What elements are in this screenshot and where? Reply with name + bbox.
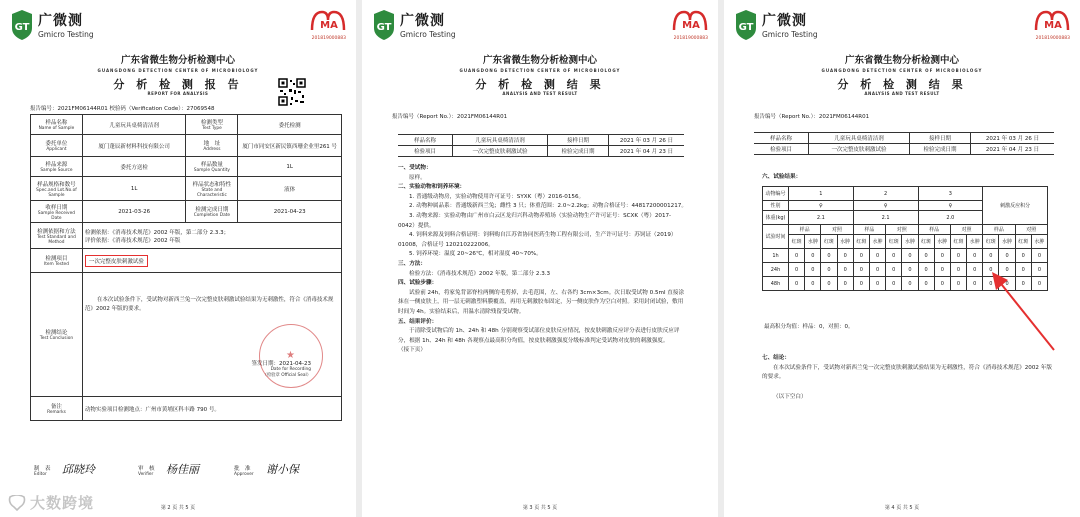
section-title: 三、方法：: [398, 260, 426, 267]
sample-name-value: 儿童玩具桌椅清洁剂: [453, 135, 548, 146]
erythema-col: 红斑: [821, 235, 837, 249]
label-en: Address: [203, 147, 221, 152]
control-col: 对照: [1015, 225, 1047, 235]
weight-2: 2.1: [853, 211, 918, 225]
cert-number: 201819000883: [1035, 36, 1070, 41]
completion-value: 2021-04-23: [238, 201, 342, 223]
section-body: 3. 动物来源：实验动物由广州市白云区龙归兴科动物养殖场（实验动物生产许可证号：SCXK（粤）2017-0042）提供。: [398, 212, 672, 229]
edema-col: 水肿: [902, 235, 918, 249]
score-cell: 0: [918, 249, 934, 263]
score-cell: 0: [1015, 277, 1031, 291]
conclusion-text: 在本次试验条件下，受试物对新西兰兔一次完整皮肤刺激试验结果为无刺激性，符合《消毒技术规范》2002 年版的要求。: [762, 364, 1052, 381]
score-cell: 0: [934, 249, 950, 263]
test-type-value: 委托检测: [238, 115, 342, 135]
label: 检测依据和方法: [37, 228, 76, 235]
score-cell: 0: [869, 277, 885, 291]
label: 样品名称: [45, 120, 68, 126]
qr-code-icon: [278, 78, 306, 106]
cert-number: 201819000883: [311, 36, 346, 41]
center-title-en: GUANGDONG DETECTION CENTER OF MICROBIOLOGY: [97, 68, 259, 73]
score-cell: 0: [1031, 249, 1047, 263]
section-body: 试验前 24h，将家兔背部脊柱两侧的毛剪掉，去毛范围，左、右各约 3cm×3cm。次日取受试物 0.5ml 直接涂抹在一侧皮肤上，用一层无刺激塑料膜覆盖，再用无刺激胶布固定，另一侧皮肤作为空白对照。采用封闭试验，敷用时间为 4h。实验结束后，用温水清除残留受试物。: [398, 289, 685, 315]
label-en: Sample Quantity: [193, 168, 230, 173]
score-cell: 0: [869, 263, 885, 277]
center-title-en: GUANGDONG DETECTION CENTER OF MICROBIOLOGY: [459, 68, 621, 73]
label-en: Name of Sample: [38, 126, 75, 131]
label: 动物编号: [763, 187, 789, 201]
seal-caption: （检验章 Official Seal）: [262, 373, 311, 378]
label: 样品规格和数号: [37, 181, 76, 188]
score-cell: 0: [853, 277, 869, 291]
label-en: Remarks: [47, 410, 66, 415]
score-cell: 0: [950, 277, 966, 291]
score-cell: 0: [837, 263, 853, 277]
label-en: Spec.and Lot.No.of Sample: [36, 187, 77, 198]
sample-col: 样品: [983, 225, 1015, 235]
score-cell: 0: [821, 277, 837, 291]
score-cell: 0: [837, 249, 853, 263]
label: 试验时间: [763, 225, 789, 249]
section-body: 于清除受试物后的 1h、24h 和 48h 分别观察受试部位皮肤反应情况，按皮肤刺激反应评分表进行皮肤反应评分，根据 1h、24h 和 48h 各观察点最高积分均值，按皮肤刺激强度分级标准判定受试物对皮肤的刺激强度。: [398, 328, 680, 344]
max-score: 最高积分均值：样品：0，对照：0。: [764, 324, 854, 330]
erythema-col: 红斑: [983, 235, 999, 249]
sex-3: ♀: [918, 201, 983, 211]
score-cell: 0: [967, 277, 983, 291]
items-value: 一次完整皮肤刺激试验: [809, 144, 910, 155]
issue-date: 签发日期：2021-04-23: [251, 361, 311, 367]
label: 检测项目: [45, 256, 68, 262]
sex-2: ♀: [853, 201, 918, 211]
conclusion-text: 在本次试验条件下，受试物对新西兰兔一次完整皮肤刺激试验结果为无刺激性，符合《消毒技术规范》2002 年版的要求。: [84, 297, 334, 312]
item-tested-highlight: 一次完整皮肤刺激试验: [85, 255, 148, 267]
label: 样品名称: [398, 135, 453, 146]
score-cell: 0: [967, 249, 983, 263]
time-label: 24h: [763, 263, 789, 277]
watermark-logo-icon: [8, 495, 26, 511]
score-cell: 0: [934, 277, 950, 291]
label: 检验完成日期: [910, 144, 971, 155]
score-cell: 0: [789, 277, 805, 291]
sex-1: ♀: [789, 201, 854, 211]
received-value: 2021-03-26: [82, 201, 186, 223]
label: 性别: [763, 201, 789, 211]
score-cell: 0: [821, 249, 837, 263]
gt-logo-icon: [10, 10, 34, 40]
cert-number: 201819000883: [673, 36, 708, 41]
score-cell: 0: [805, 249, 821, 263]
brand-name-en: Gmicro Testing: [400, 30, 456, 39]
score-cell: 0: [999, 249, 1015, 263]
erythema-col: 红斑: [1015, 235, 1031, 249]
page-footer: 第 3 页 共 5 页: [522, 505, 558, 511]
report-title: 分 析 检 测 报 告: [113, 78, 243, 91]
weight-1: 2.1: [789, 211, 854, 225]
label-en: Sample Source: [40, 168, 73, 173]
label: 接样日期: [548, 135, 609, 146]
score-cell: 0: [789, 249, 805, 263]
report-number: 报告编号（Report No.）：2021FM06144R01: [754, 114, 870, 120]
edema-col: 水肿: [805, 235, 821, 249]
score-cell: 0: [983, 277, 999, 291]
score-cell: 0: [1031, 277, 1047, 291]
verifier-label-en: Verifier: [138, 472, 154, 477]
approver-label-en: Approver: [234, 472, 254, 477]
weight-3: 2.0: [918, 211, 983, 225]
gt-logo-icon: [734, 10, 758, 40]
animal-2: 2: [853, 187, 918, 201]
score-cell: 0: [999, 263, 1015, 277]
method-line: 检测依据：《消毒技术规范》2002 年版，第二部分 2.3.3；: [84, 229, 230, 236]
score-cell: 0: [886, 263, 902, 277]
completion-value: 2021 年 04 月 23 日: [971, 144, 1055, 155]
edema-col: 水肿: [934, 235, 950, 249]
label: 地 址: [203, 141, 221, 147]
source-value: 委托方送检: [82, 157, 186, 177]
time-label: 48h: [763, 277, 789, 291]
address-value: 厦门市同安区新民镇西珊企业里261 号: [238, 135, 342, 157]
svg-text:GT: GT: [376, 22, 392, 33]
conclusion-section: [762, 354, 1052, 402]
score-header: 刺激反应积分: [983, 187, 1048, 225]
state-value: 液体: [238, 177, 342, 201]
received-value: 2021 年 03 月 26 日: [609, 135, 685, 146]
blank-note: （以下空白）: [773, 393, 807, 400]
cma-label: MA: [1044, 20, 1062, 31]
center-title: 广东省微生物分析检测中心: [482, 55, 597, 66]
label: 接样日期: [910, 133, 971, 144]
brand-name-en: Gmicro Testing: [38, 30, 94, 39]
watermark-text: 大数跨境: [30, 494, 95, 512]
sample-name-value: 儿童玩具桌椅清洁剂: [82, 115, 186, 135]
label-en: State and Characteristic: [196, 187, 227, 198]
applicant-value: 厦门蓬辰新材料科技有限公司: [82, 135, 186, 157]
section-title: [762, 173, 801, 183]
score-cell: 0: [934, 263, 950, 277]
score-cell: 0: [967, 263, 983, 277]
score-cell: 0: [805, 263, 821, 277]
report-title: 分 析 检 测 结 果: [475, 78, 605, 91]
report-title-en: ANALYSIS AND TEST RESULT: [864, 91, 940, 96]
score-cell: 0: [837, 277, 853, 291]
report-page-1: [0, 0, 356, 517]
label-en: Test Standard and Method: [37, 234, 76, 245]
svg-text:GT: GT: [738, 22, 754, 33]
score-cell: 0: [983, 263, 999, 277]
editor-signature: 邱晓玲: [62, 463, 95, 476]
animal-1: 1: [789, 187, 854, 201]
test-details: [398, 164, 688, 356]
brand-name-en: Gmicro Testing: [762, 30, 818, 39]
score-cell: 0: [1031, 263, 1047, 277]
score-cell: 0: [902, 263, 918, 277]
center-title: 广东省微生物分析检测中心: [844, 55, 959, 66]
label: 样品数量: [200, 162, 223, 168]
section-title: 五、结果评价：: [398, 318, 438, 325]
label: 样品来源: [45, 162, 68, 168]
section-body: 5. 饲养环境：温度 20~26℃，相对湿度 40~70%。: [409, 251, 542, 258]
edema-col: 水肿: [869, 235, 885, 249]
label: 备注: [50, 404, 62, 410]
label: 检测类型: [200, 120, 223, 126]
label-en: Applicant: [46, 147, 67, 152]
section-body: 1. 普通级动物房，实验动物使用许可证号：SYXK（粤）2016-0156。: [409, 193, 585, 200]
verifier-label: 审 核: [138, 466, 155, 472]
section-title: 二、实验动物和饲养环境：: [398, 184, 466, 191]
label-en: Completion Date: [193, 213, 231, 218]
approver-label: 批 准: [234, 466, 251, 472]
label: 收样日期: [45, 204, 68, 211]
issue-date-en: Date for Recording: [270, 367, 311, 372]
score-cell: 0: [886, 277, 902, 291]
label: 检验项目: [754, 144, 809, 155]
page-header: [10, 8, 346, 46]
section-title: 四、试验步骤：: [398, 280, 438, 287]
items-value: 一次完整皮肤刺激试验: [453, 146, 548, 157]
page-header: [372, 8, 708, 46]
report-title-en: REPORT FOR ANALYSIS: [147, 91, 209, 96]
sample-col: 样品: [789, 225, 821, 235]
score-row: [763, 249, 1048, 263]
erythema-col: 红斑: [950, 235, 966, 249]
remarks-value: 动物实验项目检测地点：广州市黄埔区科丰路 790 号。: [82, 397, 341, 421]
report-title: 分 析 检 测 结 果: [837, 78, 967, 91]
label: 体重(kg): [763, 211, 789, 225]
report-table: [30, 114, 342, 421]
section-body: 检验方法：《消毒技术规范》2002 年版，第二部分 2.3.3: [409, 270, 551, 277]
brand-name: 广微测: [400, 13, 445, 29]
sample-info-table: [754, 132, 1054, 155]
label-en: Test Type: [202, 126, 222, 131]
score-cell: 0: [869, 249, 885, 263]
score-cell: 0: [853, 263, 869, 277]
section-body: 2. 动物种属品系：普通级新西兰兔；雌性 3 只；体重范围：2.0~2.2kg；动物合格证号：44817200001217。: [409, 203, 687, 210]
score-cell: 0: [918, 277, 934, 291]
score-cell: 0: [805, 277, 821, 291]
brand-name: 广微测: [38, 13, 83, 29]
control-col: 对照: [821, 225, 853, 235]
erythema-col: 红斑: [789, 235, 805, 249]
section-body: 原样。: [409, 174, 426, 181]
completion-value: 2021 年 04 月 23 日: [609, 146, 685, 157]
label-en: Test Conclusion: [39, 336, 74, 341]
sample-name-value: 儿童玩具桌椅清洁剂: [809, 133, 910, 144]
section-body: 4. 饲料来源及饲料合格证明：饲料购自江苏省协同医药生物工程有限公司，生产许可证号：苏饲证（2019）01008，合格证号 120210222006。: [398, 232, 677, 248]
label: 检验项目: [398, 146, 453, 157]
sample-col: 样品: [853, 225, 885, 235]
report-number: 报告编号：2021FM06144R01 校验码（Verification Code）：27069548: [30, 106, 215, 112]
official-seal-icon: ★: [259, 324, 323, 388]
label: 检测完成日期: [195, 207, 229, 213]
approver-signature: 谢小保: [266, 463, 299, 476]
label-en: Sample Received Date: [37, 210, 75, 221]
cma-label: MA: [682, 20, 700, 31]
brand-name: 广微测: [762, 13, 807, 29]
label: 样品名称: [754, 133, 809, 144]
control-col: 对照: [886, 225, 918, 235]
section-title: 七、结论：: [762, 355, 790, 361]
page-footer: 第 4 页 共 5 页: [884, 505, 920, 511]
score-cell: 0: [789, 263, 805, 277]
page-header: [734, 8, 1070, 46]
time-label: 1h: [763, 249, 789, 263]
editor-label-en: Editor: [34, 472, 47, 477]
score-cell: 0: [1015, 263, 1031, 277]
signature-row: [34, 464, 334, 488]
method-line: 评价依据：《消毒技术规范》2002 年版: [84, 237, 181, 244]
spec-value: 1L: [82, 177, 186, 201]
editor-label: 制 表: [34, 466, 51, 472]
sample-col: 样品: [918, 225, 950, 235]
edema-col: 水肿: [837, 235, 853, 249]
animal-3: 3: [918, 187, 983, 201]
cma-icon: [1034, 10, 1070, 32]
annotation-arrow-icon: [988, 270, 1058, 354]
verifier-signature: 杨佳丽: [166, 463, 199, 476]
center-title: 广东省微生物分析检测中心: [120, 55, 235, 66]
received-value: 2021 年 03 月 26 日: [971, 133, 1055, 144]
report-page-3: [724, 0, 1080, 517]
erythema-col: 红斑: [853, 235, 869, 249]
center-title-en: GUANGDONG DETECTION CENTER OF MICROBIOLOGY: [821, 68, 983, 73]
cma-label: MA: [320, 20, 338, 31]
cma-icon: [310, 10, 346, 32]
score-cell: 0: [983, 249, 999, 263]
score-cell: 0: [950, 263, 966, 277]
label: 委托单位: [45, 141, 68, 147]
score-cell: 0: [902, 249, 918, 263]
score-cell: 0: [1015, 249, 1031, 263]
label-en: Item Tested: [43, 262, 69, 267]
score-cell: 0: [999, 277, 1015, 291]
page-footer: 第 2 页 共 5 页: [160, 505, 196, 511]
score-cell: 0: [950, 249, 966, 263]
report-title-en: ANALYSIS AND TEST RESULT: [502, 91, 578, 96]
gt-logo-icon: [372, 10, 396, 40]
label: 检验完成日期: [548, 146, 609, 157]
label: 样品状态和特性: [192, 181, 232, 188]
report-page-2: [362, 0, 718, 517]
score-cell: 0: [886, 249, 902, 263]
cma-icon: [672, 10, 708, 32]
score-cell: 0: [902, 277, 918, 291]
label: 检测结论: [45, 330, 68, 336]
sample-info-table: [398, 134, 684, 157]
subhead-row: [763, 235, 1048, 249]
erythema-col: 红斑: [886, 235, 902, 249]
edema-col: 水肿: [999, 235, 1015, 249]
control-col: 对照: [950, 225, 982, 235]
edema-col: 水肿: [1031, 235, 1047, 249]
continue-note: （接下页）: [398, 347, 426, 354]
report-number: 报告编号（Report No.）：2021FM06144R01: [392, 114, 508, 120]
edema-col: 水肿: [967, 235, 983, 249]
score-cell: 0: [853, 249, 869, 263]
quantity-value: 1L: [238, 157, 342, 177]
erythema-col: 红斑: [918, 235, 934, 249]
score-cell: 0: [821, 263, 837, 277]
section-title: 一、受试物：: [398, 165, 432, 171]
section-title-text: 六、试验结果：: [762, 174, 802, 180]
svg-text:GT: GT: [14, 22, 30, 33]
score-cell: 0: [918, 263, 934, 277]
